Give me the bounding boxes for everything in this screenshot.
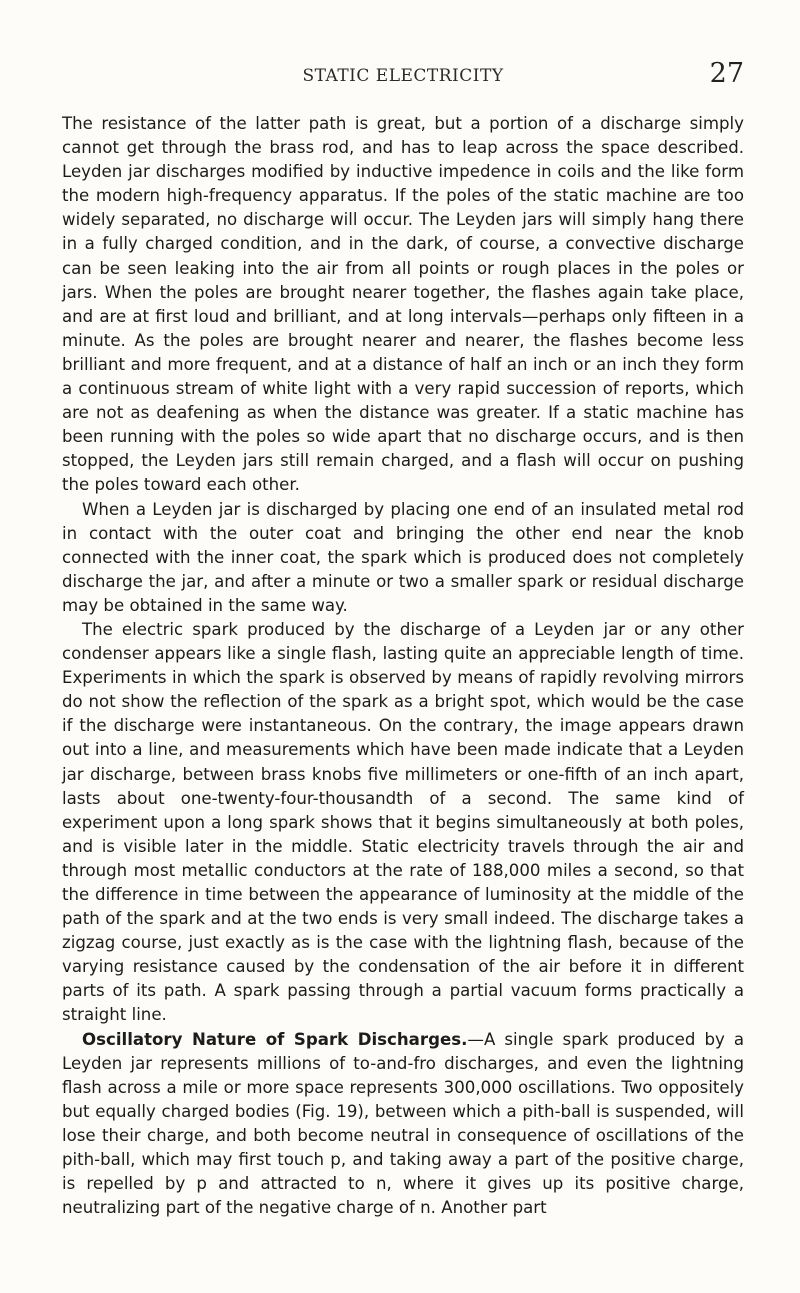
paragraph-body: —A single spark produced by a Leyden jar represents millions of to-and-fro discharges, and even the lightning flash across a mile or more space represents 300,000 oscillations. Two oppositely but equally charged bodies (Fig. 19), between which a pith-ball is suspended, will lose their charge, and both become neutral in consequence of oscillations of the pith-ball, which may first touch p, and taking away a part of the positive charge, is repelled by p and attracted to n, where it gives up its positive charge, neutralizing part of the negative charge of n. Another part [62,1029,744,1218]
section-heading: Oscillatory Nature of Spark Discharges. [82,1029,468,1049]
running-head [62,58,744,96]
page-number: 27 [709,58,744,89]
running-title: STATIC ELECTRICITY [302,66,504,86]
paragraph: When a Leyden jar is discharged by placing one end of an insulated metal rod in contact with the outer coat and bringing the other end near the knob connected with the inner coat, the spark which is produced does not completely discharge the jar, and after a minute or two a smaller spark or residual discharge may be obtained in the same way. [62,499,744,615]
paragraph: The electric spark produced by the discharge of a Leyden jar or any other condenser appears like a single flash, lasting quite an appreciable length of time. Experiments in which the spark is observed by means of rapidly revolving mirrors do not show the reflection of the spark as a bright spot, which would be the case if the discharge were instantaneous. On the contrary, the image appears drawn out into a line, and measurements which have been made indicate that a Leyden jar discharge, between brass knobs five millimeters or one-fifth of an inch apart, lasts about one-twenty-four-thousandth of a second. The same kind of experiment upon a long spark shows that it begins simultaneously at both poles, and is visible later in the middle. Static electricity travels through the air and through most metallic conductors at the rate of 188,000 miles a second, so that the difference in time between the appearance of luminosity at the middle of the path of the spark and at the two ends is very small indeed. The discharge takes a zigzag course, just exactly as is the case with the lightning flash, because of the varying resistance caused by the condensation of the air before it in different parts of its path. A spark passing through a partial vacuum forms practically a straight line. [62,619,744,1025]
paragraph: The resistance of the latter path is great, but a portion of a discharge simply cannot get through the brass rod, and has to leap across the space described. Leyden jar discharges modified by inductive impedence in coils and the like form the modern high-frequency apparatus. If the poles of the static machine are too widely separated, no discharge will occur. The Leyden jars will simply hang there in a fully charged condition, and in the dark, of course, a convective discharge can be seen leaking into the air from all points or rough places in the poles or jars. When the poles are brought nearer together, the flashes again take place, and are at first loud and brilliant, and at long intervals—perhaps only fifteen in a minute. As the poles are brought nearer and nearer, the flashes become less brilliant and more frequent, and at a distance of half an inch or an inch they form a continuous stream of white light with a very rapid succession of reports, which are not as deafening as when the distance was greater. If a static machine has been running with the poles so wide apart that no discharge occurs, and is then stopped, the Leyden jars still remain charged, and a flash will occur on pushing the poles toward each other. [62,114,744,495]
body-text [62,112,744,1220]
paragraph [62,1028,744,1221]
